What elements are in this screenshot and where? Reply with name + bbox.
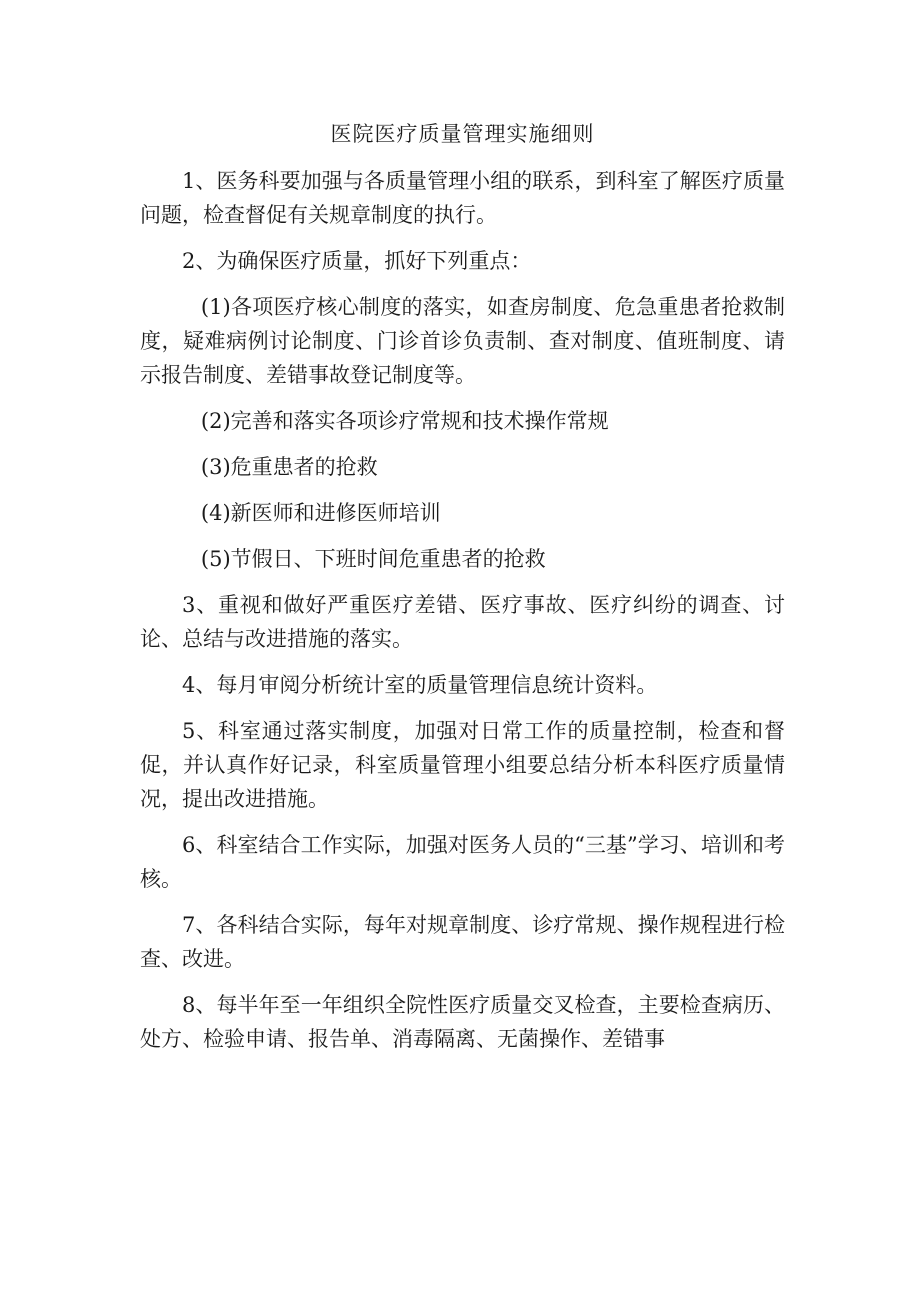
paragraph-item-7: 7、各科结合实际，每年对规章制度、诊疗常规、操作规程进行检查、改进。 xyxy=(140,913,785,971)
paragraph-item-1: 1、医务科要加强与各质量管理小组的联系，到科室了解医疗质量问题，检查督促有关规章制度的执行。 xyxy=(140,169,785,227)
sub-item-2: (2)完善和落实各项诊疗常规和技术操作常规 xyxy=(200,409,609,433)
paragraph-item-6: 6、科室结合工作实际，加强对医务人员的“三基”学习、培训和考核。 xyxy=(140,833,785,891)
document-body xyxy=(140,118,785,1068)
paragraph-item-2: 2、为确保医疗质量，抓好下列重点： xyxy=(182,249,532,273)
sub-item-1: (1)各项医疗核心制度的落实，如查房制度、危急重患者抢救制度，疑难病例讨论制度、门诊首诊负责制、查对制度、值班制度、请示报告制度、差错事故登记制度等。 xyxy=(140,295,785,387)
paragraph-item-4: 4、每月审阅分析统计室的质量管理信息统计资料。 xyxy=(182,673,658,697)
paragraph-item-5: 5、科室通过落实制度，加强对日常工作的质量控制，检查和督促，并认真作好记录，科室质量管理小组要总结分析本科医疗质量情况，提出改进措施。 xyxy=(140,719,785,811)
sub-item-3: (3)危重患者的抢救 xyxy=(200,455,378,479)
sub-item-5: (5)节假日、下班时间危重患者的抢救 xyxy=(200,547,546,571)
sub-item-4: (4)新医师和进修医师培训 xyxy=(200,501,441,525)
paragraph-item-8: 8、每半年至一年组织全院性医疗质量交叉检查，主要检查病历、处方、检验申请、报告单、消毒隔离、无菌操作、差错事 xyxy=(140,993,785,1051)
document-title: 医院医疗质量管理实施细则 xyxy=(330,122,595,146)
paragraph-item-3: 3、重视和做好严重医疗差错、医疗事故、医疗纠纷的调查、讨论、总结与改进措施的落实。 xyxy=(140,593,785,651)
